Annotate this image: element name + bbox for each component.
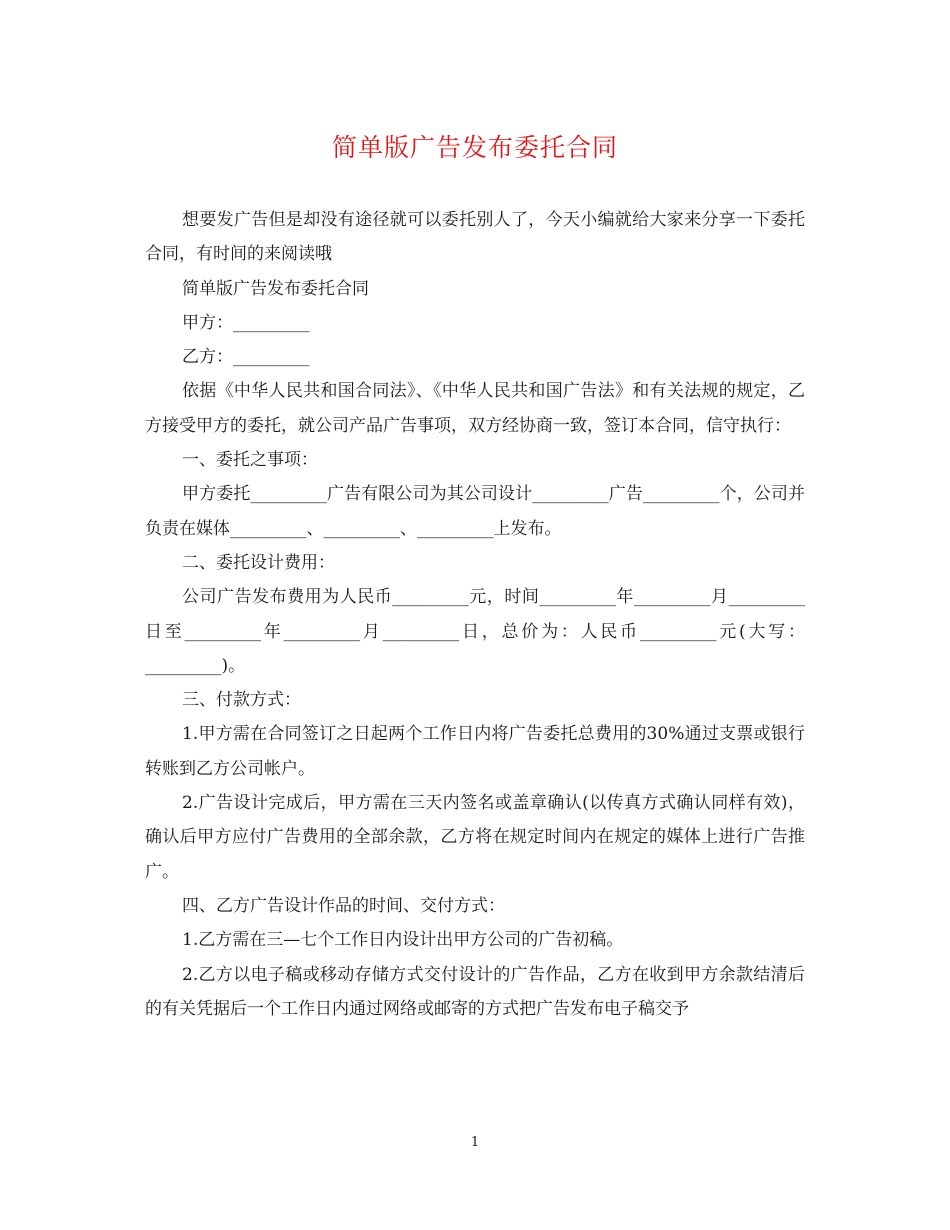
page-number: 1 <box>470 1135 480 1150</box>
delivery-clause-2: 2.乙方以电子稿或移动存储方式交付设计的广告作品，乙方在收到甲方余款结清后的有关凭据后一个工作日内通过网络或邮寄的方式把广告发布电子稿交予 <box>145 964 805 1019</box>
party-a-line: 甲方：_________ <box>182 312 310 333</box>
payment-clause-1: 1.甲方需在合同签订之日起两个工作日内将广告委托总费用的30%通过支票或银行转账到乙方公司帐户。 <box>145 724 805 779</box>
preamble-paragraph: 依据《中华人民共和国合同法》、《中华人民共和国广告法》和有关法规的规定，乙方接受甲方的委托，就公司产品广告事项，双方经协商一致，签订本合同，信守执行： <box>145 381 805 436</box>
document-body <box>145 203 805 1026</box>
contract-name: 简单版广告发布委托合同 <box>182 278 369 299</box>
payment-clause-2: 2.广告设计完成后，甲方需在三天内签名或盖章确认(以传真方式确认同样有效)，确认后甲方应付广告费用的全部余款，乙方将在规定时间内在规定的媒体上进行广告推广。 <box>145 793 805 882</box>
section-heading-4: 四、乙方广告设计作品的时间、交付方式： <box>182 895 505 916</box>
section-heading-3: 三、付款方式： <box>182 690 301 711</box>
section-1-content: 甲方委托_________广告有限公司为其公司设计_________广告_________个，公司并负责在媒体_________、_________、_________上发布。 <box>145 484 805 539</box>
delivery-clause-1: 1.乙方需在三—七个工作日内设计出甲方公司的广告初稿。 <box>182 930 624 951</box>
document-title: 简单版广告发布委托合同 <box>331 133 618 162</box>
section-heading-1: 一、委托之事项： <box>182 450 318 471</box>
intro-paragraph: 想要发广告但是却没有途径就可以委托别人了，今天小编就给大家来分享一下委托合同，有时间的来阅读哦 <box>145 210 805 265</box>
section-heading-2: 二、委托设计费用： <box>182 552 335 573</box>
section-2-content: 公司广告发布费用为人民币_________元，时间_________年_________月_________日至_________年_________月_________日，总价为：人民币_________元(大写：_________)。 <box>145 587 805 676</box>
party-b-line: 乙方：_________ <box>182 347 310 368</box>
